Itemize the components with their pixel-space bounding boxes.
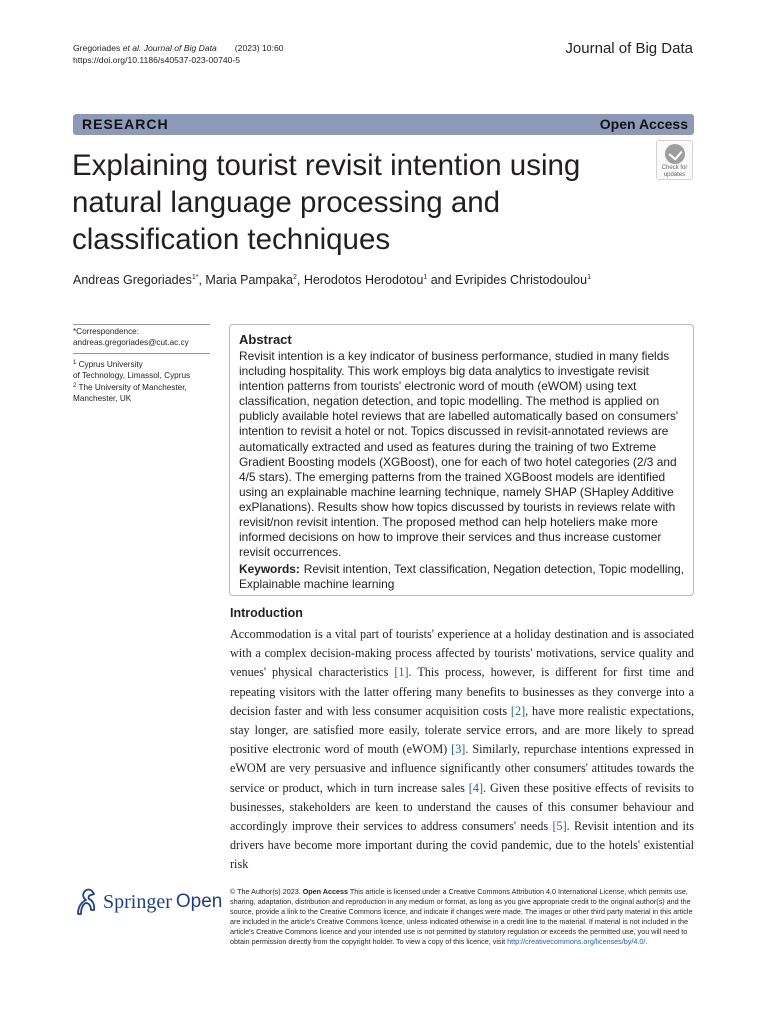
license-text: This article is licensed under a Creative Commons Attribution 4.0 International License, which permits use, sharing, adaptation, distribution and reproduction in any medium or format, as long as you give appropriate credit to the original author(s) and the source, provide a link to the Creative Commons licence, and indicate if changes were made. The images or other third party material in this article are included in the article's Creative Commons licence, unless indicated otherwise in a credit line to the material. If material is not included in the article's Creative Commons licence and your intended use is not permitted by statutory regulation or exceeds the permitted use, you will need to obtain permission directly from the copyright holder. To view a copy of this licence, visit [230, 887, 693, 946]
copyright-text: © The Author(s) 2023. [230, 887, 303, 896]
paragraph-text: , have more realistic expectations, stay longer, are satisfied more easily, tolerate service errors, and are more likely to spread positive electronic word of mouth (eWOM) [230, 703, 694, 757]
author-name[interactable]: Andreas Gregoriades [73, 273, 192, 287]
paragraph-text: . Similarly, repurchase intentions expressed in eWOM are very persuasive and influence significantly other consumers' attitudes towards the service or product, which in turn increase sales [230, 742, 694, 795]
affiliation-1-cont: of Technology, Limassol, Cyprus [73, 371, 191, 380]
citation-header [73, 42, 284, 66]
article-type-label: RESEARCH [82, 116, 169, 132]
citation-year: (2023) 10:60 [234, 43, 284, 53]
license-link[interactable]: http://creativecommons.org/licenses/by/4.0/ [507, 937, 646, 946]
paragraph-text: Accommodation is a vital part of tourists' experience at a holiday destination and is associated with a complex decision-making process affected by tourists' motivations, service quality and venues' physical characteristics [230, 627, 694, 680]
affiliation-2 [73, 381, 213, 393]
author-separator: , [296, 273, 304, 287]
doi-link[interactable]: https://doi.org/10.1186/s40537-023-00740-5 [73, 55, 241, 65]
citation-link[interactable]: [4] [468, 780, 484, 795]
citation-authors: Gregoriades [73, 43, 123, 53]
author-affiliation-mark: 1 [587, 274, 591, 281]
citation-link[interactable]: [1] [394, 665, 409, 680]
license-open-access: Open Access [302, 887, 348, 896]
correspondence-block [73, 326, 213, 348]
author-affiliation-mark: 2 [292, 274, 297, 281]
introduction-heading: Introduction [230, 606, 303, 620]
citation-line [73, 42, 284, 54]
springer-horse-icon [74, 888, 98, 916]
journal-name: Journal of Big Data [565, 40, 693, 57]
author-name[interactable]: Maria Pampaka [205, 273, 293, 287]
affiliation-2-cont: Manchester, UK [73, 394, 132, 403]
author-list [73, 273, 591, 287]
side-divider [73, 324, 210, 325]
keywords-line [239, 562, 685, 592]
affiliation-number: 2 [73, 383, 77, 389]
keywords-label: Keywords: [239, 562, 300, 577]
citation-link[interactable]: [5] [552, 819, 567, 834]
license-notice [230, 887, 696, 947]
check-updates-line2: updates [663, 172, 686, 178]
open-access-label: Open Access [599, 116, 688, 132]
springer-brand: Springer [103, 890, 172, 913]
license-end: . [645, 937, 648, 946]
paragraph-text: . Revisit intention and its drivers have become more important during the covid pandemic, due to the hotels' existential risk [230, 819, 694, 872]
paragraph-text: . This process, however, is different for first time and repeating visitors with the latter offering many benefits to businesses as they converge into a decision faster and with less consumer acquisition costs [230, 665, 694, 718]
correspondence-email[interactable]: andreas.gregoriades@cut.ac.cy [73, 338, 189, 347]
affiliation-number: 1 [73, 360, 77, 366]
author-separator: , [198, 273, 206, 287]
springer-open-suffix: Open [175, 891, 223, 912]
author-affiliation-mark: 1 [423, 274, 428, 281]
article-type-banner [73, 114, 694, 135]
author-name[interactable]: Herodotos Herodotou [303, 273, 424, 287]
abstract-box [229, 324, 694, 596]
author-affiliation-mark: 1* [191, 274, 199, 281]
citation-link[interactable]: [2] [510, 703, 526, 718]
paragraph-text: . Given these positive effects of revisits to businesses, stakeholders are keen to understand the causes of this consumer behaviour and accordingly improve their services to address consumers' needs [230, 780, 694, 834]
correspondence-label: *Correspondence: [73, 327, 139, 336]
affiliation-1 [73, 358, 213, 370]
keywords-text: Revisit intention, Text classification, Negation detection, Topic modelling, Explainable machine learning [239, 562, 685, 592]
abstract-heading: Abstract [239, 332, 292, 347]
affiliations-block [73, 358, 213, 404]
check-updates-icon [665, 144, 685, 164]
side-divider [73, 353, 210, 354]
author-separator: and [427, 273, 456, 287]
affiliation-text: The University of Manchester, [76, 383, 187, 392]
affiliation-text: Cyprus University [76, 360, 143, 369]
author-name[interactable]: Evripides Christodoulou [455, 273, 588, 287]
article-title: Explaining tourist revisit intention using natural language processing and classification techniques [72, 149, 581, 256]
citation-journal: et al. Journal of Big Data [122, 43, 217, 53]
introduction-paragraph [230, 625, 694, 875]
springer-open-logo [74, 887, 222, 917]
check-updates-line1: Check for [661, 165, 688, 171]
check-for-updates-button[interactable] [656, 140, 693, 180]
abstract-text: Revisit intention is a key indicator of business performance, studied in many fields including hospitality. This work employs big data analytics to investigate revisit intention patterns from tourists' electronic word of mouth (eWOM) using text classification, negation detection, and topic modelling. The method is applied on publicly available hotel reviews that are labelled automatically based on consumers' intention to revisit a hotel or not. Topics discussed in revisit-annotated reviews are automatically extracted and used as features during the training of two Extreme Gradient Boosting models (XGBoost), one for each of two hotel categories (2/3 and 4/5 stars). The emerging patterns from the trained XGBoost models are identified using an explainable machine learning technique, namely SHAP (SHapley Additive exPlanations). Results show how topics discussed by tourists in reviews relate with revisit/non revisit intention. The proposed method can help hoteliers make more informed decisions on how to improve their services and thus increase customer revisit occurrences. [239, 349, 679, 560]
citation-link[interactable]: [3] [451, 742, 466, 757]
